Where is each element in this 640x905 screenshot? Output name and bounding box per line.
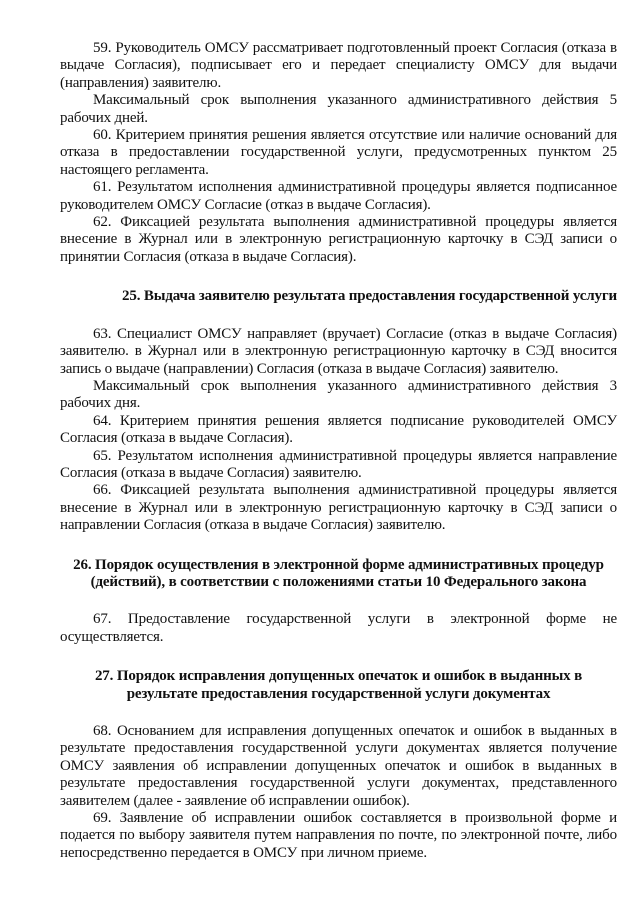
paragraph-63-deadline: Максимальный срок выполнения указанного административного действия 3 рабочих дня.: [60, 377, 617, 412]
section-heading-26: 26. Порядок осуществления в электронной форме административных процедур (действий), в соответствии с положениями статьи 10 Федерального закона: [73, 556, 604, 590]
paragraph-63: 63. Специалист ОМСУ направляет (вручает) Согласие (отказ в выдаче Согласия) заявителю. в Журнал или в электронную регистрационную карточку в СЭД вносится запись о выдаче (направлении) Согласия (отказа в выдаче Согласия) заявителю.: [60, 325, 617, 377]
paragraph-59-deadline: Максимальный срок выполнения указанного административного действия 5 рабочих дней.: [60, 92, 617, 126]
paragraph-62: 62. Фиксацией результата выполнения административной процедуры является внесение в Журнал или в электронную регистрационную карточку в СЭД записи о принятии Согласия (отказа в выдаче Согласия).: [60, 214, 617, 265]
spacer: [60, 591, 617, 611]
paragraph-68: 68. Основанием для исправления допущенных опечаток и ошибок в выданных в результате предоставления государственной услуги документах является получение ОМСУ заявления об исправлении допущенных опечаток и ошибок в выданных в результате предоставления государственной услуги документах, представленного заявителем (далее - заявление об исправлении ошибок).: [60, 723, 617, 809]
paragraph-61: 61. Результатом исполнения административной процедуры является подписанное руководителем ОМСУ Согласие (отказ в выдаче Согласия).: [60, 179, 617, 213]
spacer: [60, 646, 617, 668]
spacer: [60, 703, 617, 723]
paragraph-65: 65. Результатом исполнения административной процедуры является направление Согласия (отказа в выдаче Согласия) заявителю.: [60, 447, 617, 481]
spacer: [60, 306, 617, 326]
paragraph-60: 60. Критерием принятия решения является отсутствие или наличие оснований для отказа в предоставлении государственной услуги, предусмотренных пунктом 25 настоящего регламента.: [60, 127, 617, 178]
section-heading-25: 25. Выдача заявителю результата предоставления государственной услуги: [122, 288, 617, 305]
paragraph-69: 69. Заявление об исправлении ошибок составляется в произвольной форме и подается по выбору заявителя путем направления по почте, по электронной почте, либо непосредственно передается в ОМСУ при личном приеме.: [60, 810, 617, 861]
paragraph-67: 67. Предоставление государственной услуги в электронной форме не осуществляется.: [60, 611, 617, 645]
paragraph-66: 66. Фиксацией результата выполнения административной процедуры является внесение в Журнал или в электронную регистрационную карточку в СЭД записи о направлении Согласия (отказа в выдаче Согласия) заявителю.: [60, 482, 617, 534]
paragraph-59: 59. Руководитель ОМСУ рассматривает подготовленный проект Согласия (отказа в выдаче Согласия), подписывает его и передает специалисту ОМСУ для выдачи (направления) заявителю.: [60, 40, 617, 91]
document-page: [60, 40, 617, 862]
section-heading-27: 27. Порядок исправления допущенных опечаток и ошибок в выданных в результате предоставления государственной услуги документах: [94, 668, 583, 702]
paragraph-64: 64. Критерием принятия решения является подписание руководителей ОМСУ Согласия (отказа в выдаче Согласия).: [60, 412, 617, 447]
spacer: [60, 535, 617, 557]
spacer: [60, 266, 617, 288]
